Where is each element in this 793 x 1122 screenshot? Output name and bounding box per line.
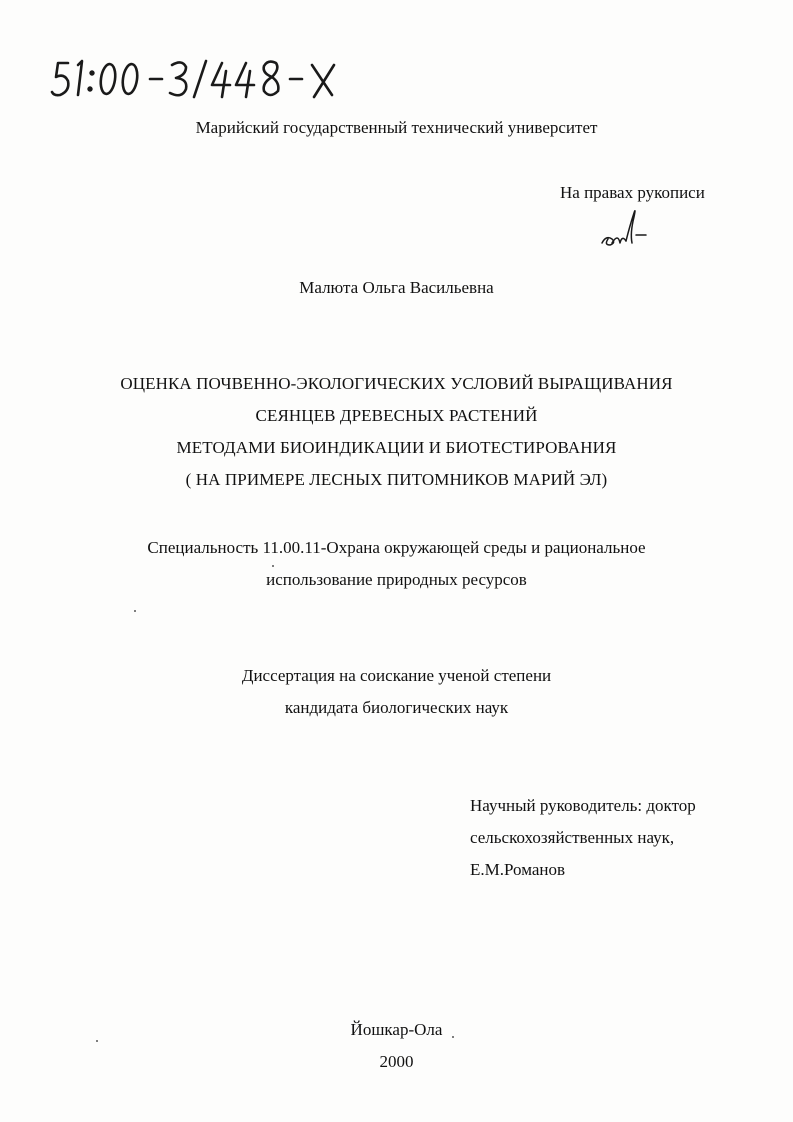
scan-speck	[452, 1036, 454, 1038]
year: 2000	[379, 1052, 414, 1071]
title-line: ОЦЕНКА ПОЧВЕННО-ЭКОЛОГИЧЕСКИХ УСЛОВИЙ ВЫРАЩИВАНИЯ	[120, 374, 673, 393]
author-name: Малюта Ольга Васильевна	[299, 278, 494, 297]
scan-speck	[134, 610, 136, 612]
scan-speck	[96, 1040, 98, 1042]
supervisor-name: Е.М.Романов	[470, 860, 566, 879]
supervisor-line: Научный руководитель: доктор	[470, 796, 696, 815]
university-name: Марийский государственный технический университет	[195, 118, 598, 137]
title-line: СЕЯНЦЕВ ДРЕВЕСНЫХ РАСТЕНИЙ	[255, 406, 538, 425]
handwritten-archive-code	[50, 55, 350, 105]
title-line: МЕТОДАМИ БИОИНДИКАЦИИ И БИОТЕСТИРОВАНИЯ	[176, 438, 617, 457]
supervisor-line: сельскохозяйственных наук,	[470, 828, 675, 847]
signature	[596, 205, 656, 250]
specialty-line: Специальность 11.00.11-Охрана окружающей среды и рациональное	[147, 538, 646, 557]
degree-line: Диссертация на соискание ученой степени	[241, 666, 552, 685]
title-line: ( НА ПРИМЕРЕ ЛЕСНЫХ ПИТОМНИКОВ МАРИЙ ЭЛ)	[185, 470, 608, 489]
city: Йошкар-Ола	[350, 1020, 443, 1039]
degree-line: кандидата биологических наук	[284, 698, 509, 717]
scan-speck	[272, 565, 274, 567]
specialty-line: использование природных ресурсов	[266, 570, 527, 589]
manuscript-rights-note: На правах рукописи	[560, 183, 705, 202]
